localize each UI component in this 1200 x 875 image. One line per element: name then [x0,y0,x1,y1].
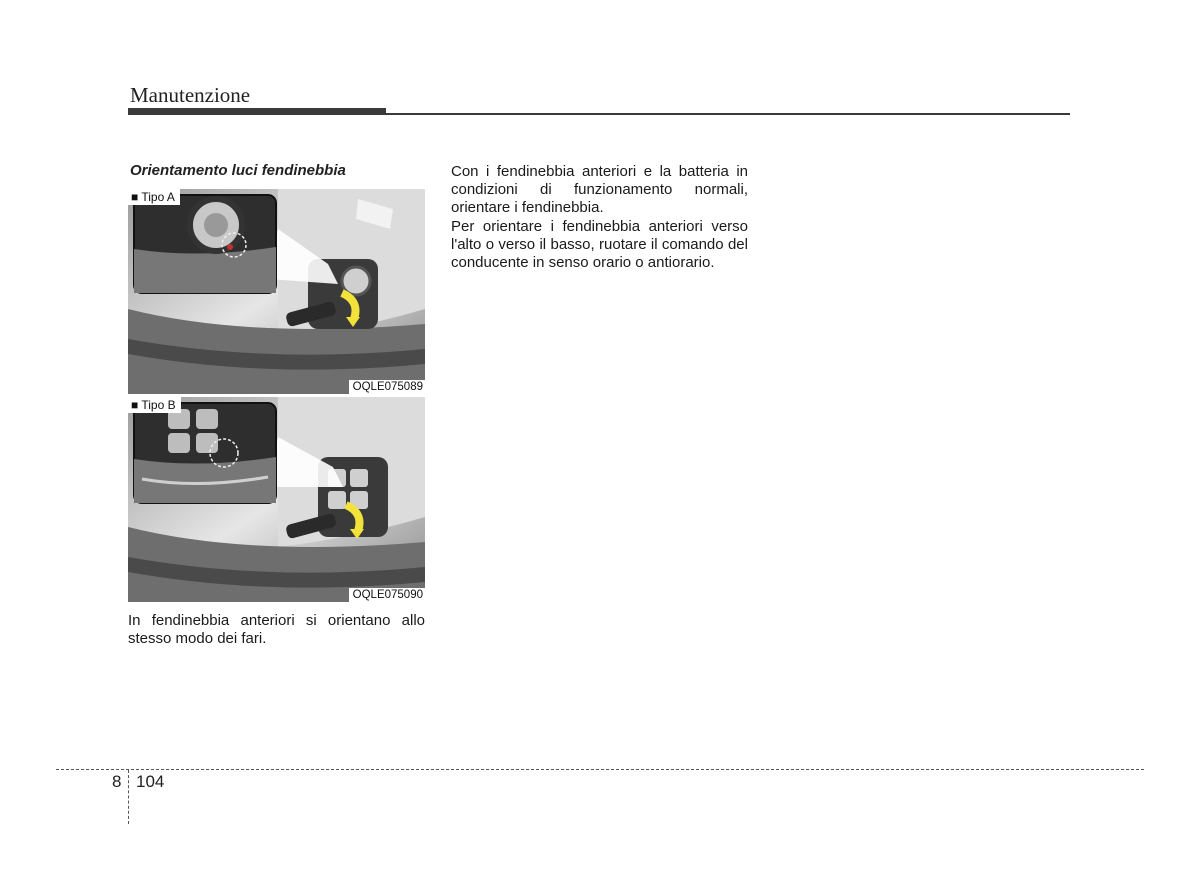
chapter-number: 8 [112,772,122,791]
right-paragraph-1: Con i fendinebbia anteriori e la batteria in condizioni di funzionamento normali, orientare i fendinebbia. [451,163,748,216]
footer-rule [56,769,1144,770]
figure-code-b: OQLE075090 [349,588,425,602]
fog-light-illustration-a [128,189,425,394]
figure-type-b [128,397,425,602]
section-title: Orientamento luci fendinebbia [130,162,346,179]
header-title: Manutenzione [130,83,251,107]
figure-label-a: ■ Tipo A [128,189,180,205]
right-paragraph-2: Per orientare i fendinebbia anteriori verso l'alto o verso il basso, ruotare il comando del conducente in senso orario o antiorario. [451,218,748,271]
figure-label-b: ■ Tipo B [128,397,181,413]
page-number: 104 [136,772,165,791]
left-paragraph: In fendinebbia anteriori si orientano allo stesso modo dei fari. [128,612,425,647]
fog-light-illustration-b [128,397,425,602]
header-rule-thin [386,113,1070,115]
header-rule-thick [128,108,386,115]
footer-divider [128,770,129,824]
figure-type-a [128,189,425,394]
figure-code-a: OQLE075089 [349,380,425,394]
